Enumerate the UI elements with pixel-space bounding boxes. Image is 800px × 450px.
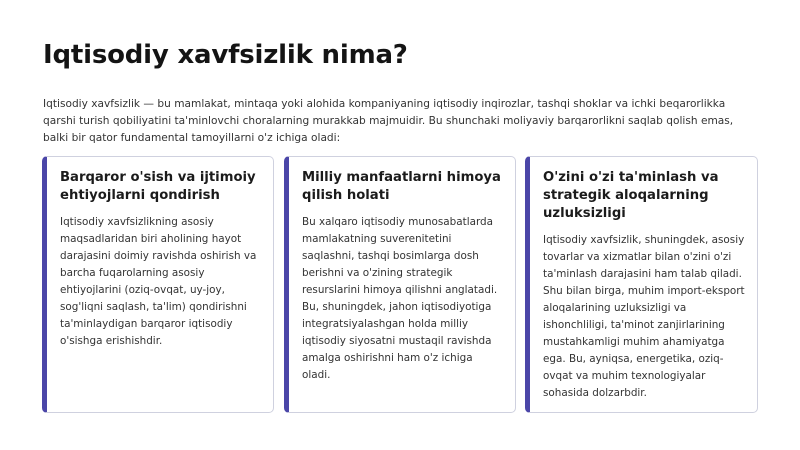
- card-row: [42, 156, 758, 413]
- card-title: Milliy manfaatlarni himoya qilish holati: [302, 170, 501, 203]
- card-title: O'zini o'zi ta'minlash va strategik aloqalarning uzluksizligi: [543, 170, 719, 221]
- intro-paragraph: Iqtisodiy xavfsizlik — bu mamlakat, mintaqa yoki alohida kompaniyaning iqtisodiy inqirozlar, tashqi shoklar va ichki beqarorlikka qarshi turish qobiliyatini ta'minlovchi choralarning murakkab majmuidir. Bu shunchaki moliyaviy barqarorlikni saqlab qolish emas, balki bir qator fundamental tamoyillarni o'z ichiga oladi:: [43, 98, 734, 144]
- card-body: Bu xalqaro iqtisodiy munosabatlarda mamlakatning suverenitetini saqlashni, tashqi bosimlarga dosh berishni va o'zining strategik resurslarini himoya qilishni anglatadi. Bu, shuningdek, jahon iqtisodiyotiga integratsiyalashgan holda milliy iqtisodiy siyosatni mustaqil ravishda amalga oshirishni ham o'z ichiga oladi.: [302, 216, 498, 381]
- card-self-sufficiency: [525, 156, 758, 413]
- card-body: Iqtisodiy xavfsizlikning asosiy maqsadlaridan biri aholining hayot darajasini doimiy ravishda oshirish va barcha fuqarolarning asosiy ehtiyojlarini (oziq-ovqat, uy-joy, sog'liqni saqlash, ta'lim) qondirishni ta'minlaydigan barqaror iqtisodiy o'sishga erishishdir.: [60, 216, 257, 347]
- card-national-interests: [284, 156, 516, 413]
- card-title: Barqaror o'sish va ijtimoiy ehtiyojlarni qondirish: [60, 170, 256, 203]
- slide-title: Iqtisodiy xavfsizlik nima?: [43, 40, 408, 70]
- card-body: Iqtisodiy xavfsizlik, shuningdek, asosiy tovarlar va xizmatlar bilan o'zini o'zi ta'minlash darajasini ham talab qiladi. Shu bilan birga, muhim import-eksport aloqalarining uzluksizligi va ishonchliligi, ta'minot zanjirlarining mustahkamligi muhim ahamiyatga ega. Bu, ayniqsa, energetika, oziq-ovqat va muhim texnologiyalar sohasida dolzarbdir.: [543, 234, 745, 399]
- card-sustainable-growth: [42, 156, 274, 413]
